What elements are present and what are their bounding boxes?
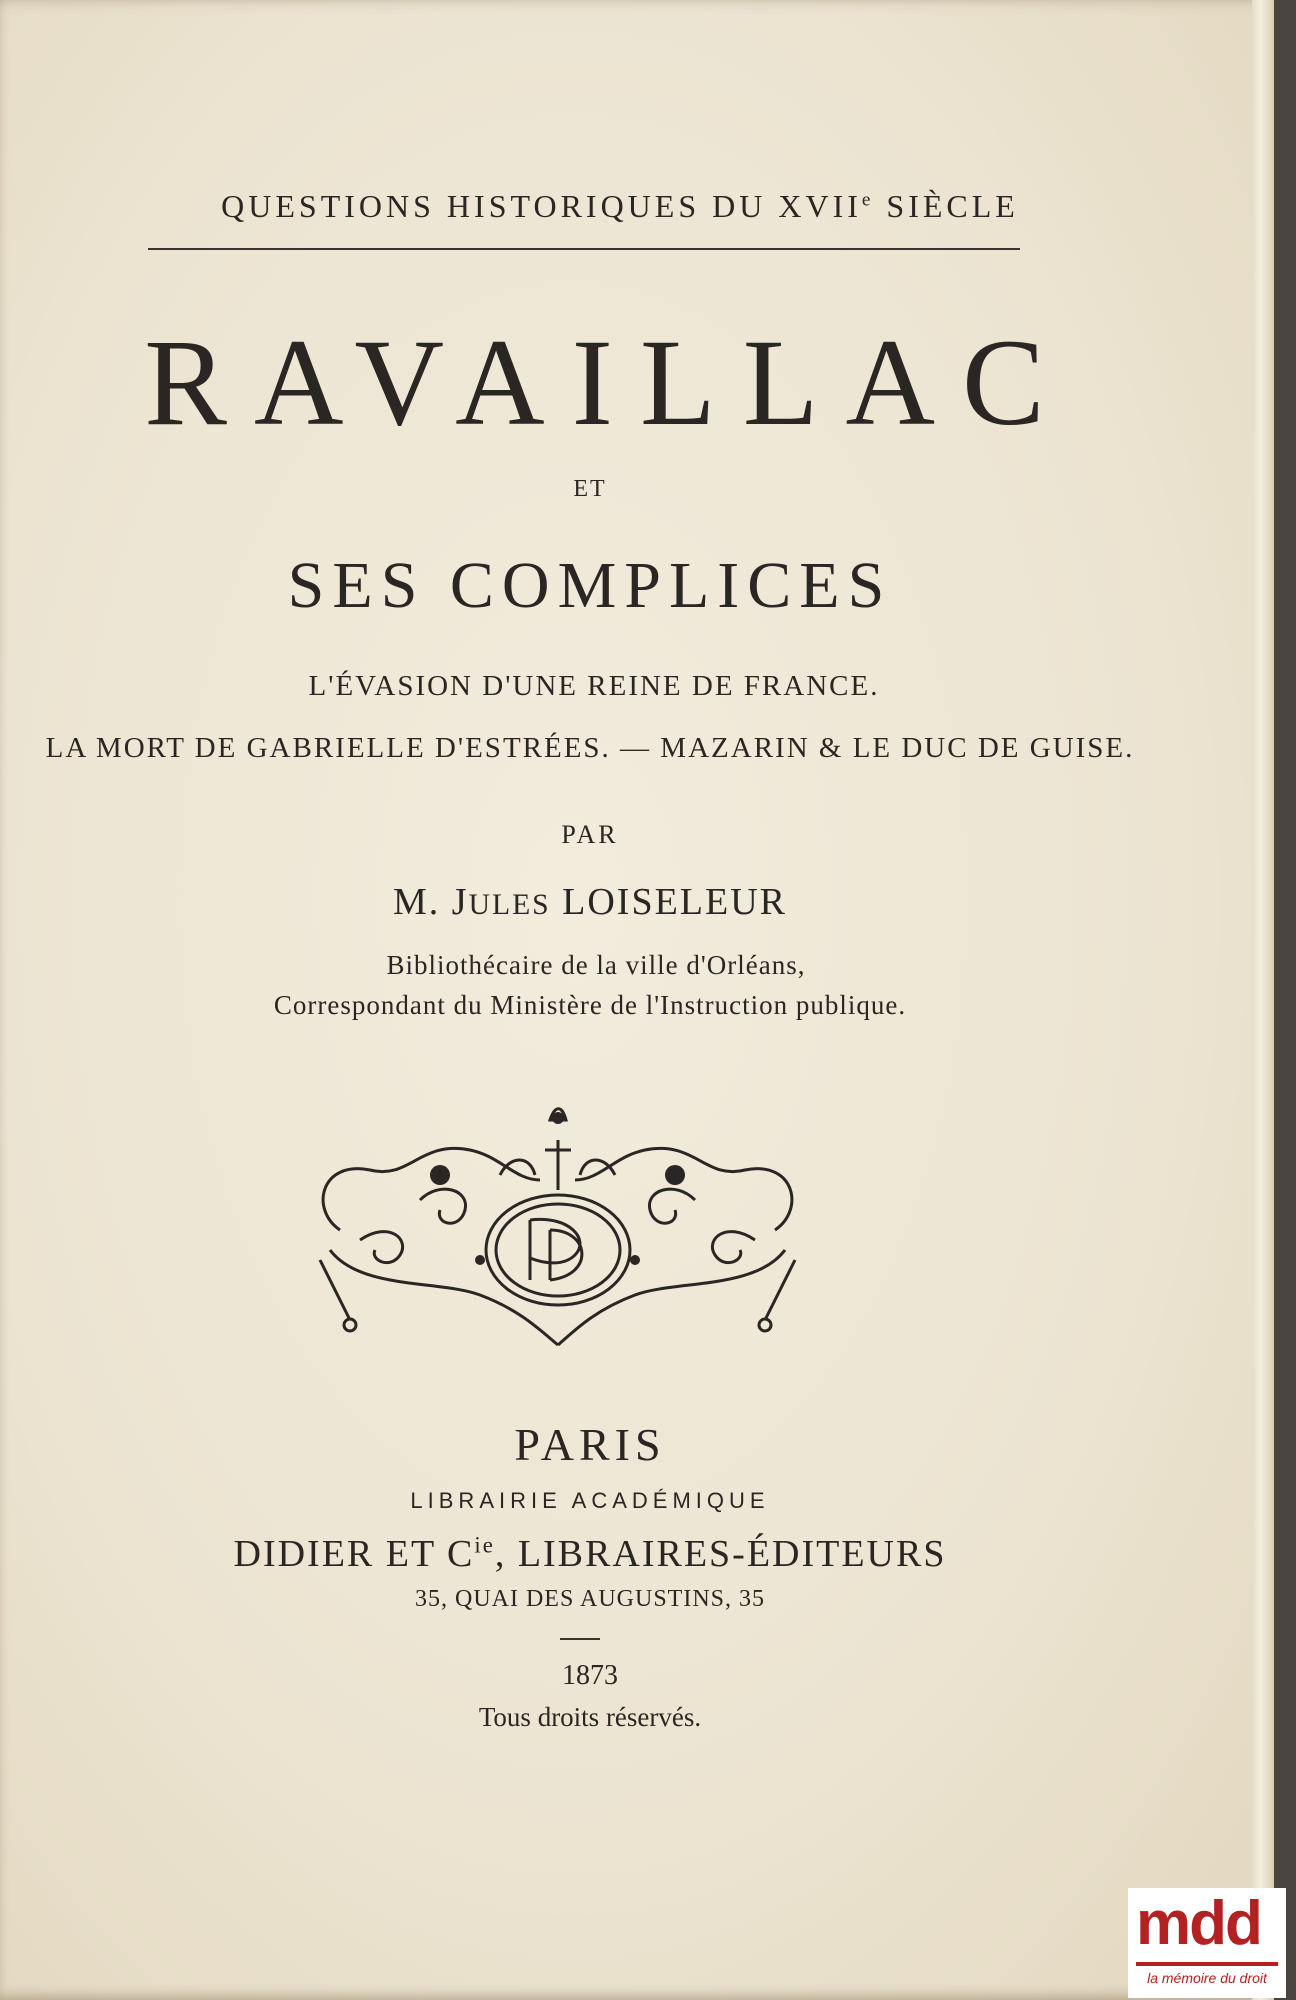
watermark-logo (1128, 1888, 1286, 1998)
page-edge (1252, 0, 1274, 2000)
series-heading: QUESTIONS HISTORIQUES DU XVIIe SIÈCLE (221, 188, 1019, 224)
watermark-bar (1136, 1962, 1278, 1966)
watermark-mark: mdd (1136, 1889, 1261, 1958)
contents-line-2: LA MORT DE GABRIELLE D'ESTRÉES. — MAZARIN & LE DUC DE GUISE. (45, 732, 1135, 764)
watermark-text: la mémoire du droit (1147, 1970, 1267, 1986)
by-label: PAR (561, 820, 619, 849)
contents-line-1: L'ÉVASION D'UNE REINE DE FRANCE. (308, 670, 880, 702)
author-name: M. JULES LOISELEUR (392, 881, 788, 923)
publication-year: 1873 (562, 1660, 618, 1691)
rights-notice: Tous droits réservés. (478, 1702, 702, 1732)
imprint-address: 35, QUAI DES AUGUSTINS, 35 (414, 1586, 765, 1612)
author-affiliation-2: Correspondant du Ministère de l'Instruction publique. (273, 990, 907, 1020)
heading-rule (148, 248, 1020, 250)
imprint-rule (560, 1638, 600, 1640)
book-subtitle: SES COMPLICES (287, 549, 893, 622)
title-connector: ET (573, 476, 607, 502)
author-affiliation-1: Bibliothécaire de la ville d'Orléans, (386, 950, 806, 980)
imprint-city: PARIS (514, 1419, 666, 1470)
imprint-publisher: DIDIER ET $C^{ie}$, LIBRAIRES-ÉDITEURS (233, 1532, 947, 1575)
book-title: RAVAILLAC (144, 314, 1072, 451)
imprint-press: LIBRAIRIE ACADÉMIQUE (410, 1488, 770, 1513)
printer-ornament-icon (300, 1080, 815, 1355)
